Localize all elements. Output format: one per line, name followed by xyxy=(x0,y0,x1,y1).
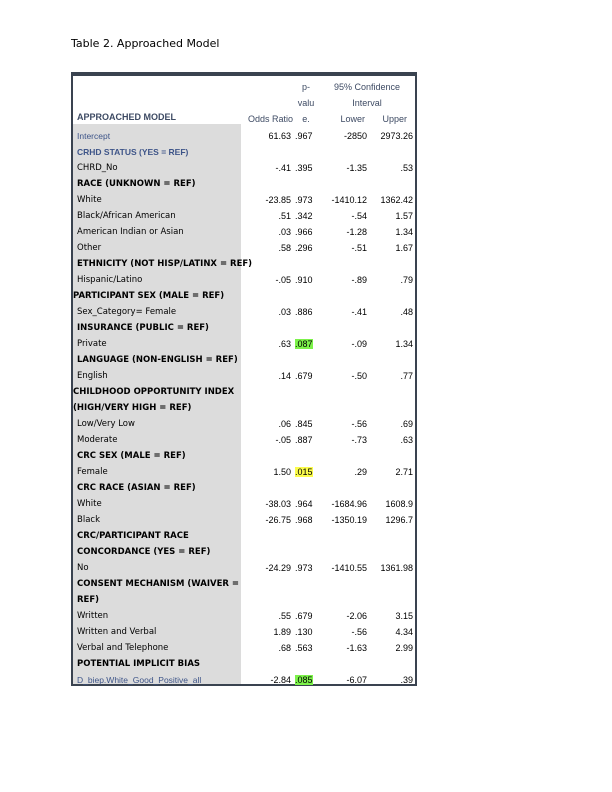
section-header-row xyxy=(73,144,415,160)
section-label: ETHNICITY (NOT HISP/LATINX = REF) xyxy=(77,259,253,269)
header-p-line3: e. xyxy=(302,114,310,124)
ci-upper-cell: .69 xyxy=(400,419,413,429)
table-caption: Table 2. Approached Model xyxy=(71,37,220,50)
odds-ratio-cell: -26.75 xyxy=(265,515,291,525)
row-label: Written and Verbal xyxy=(77,627,157,637)
p-value-cell: .395 xyxy=(295,163,313,173)
section-header-row xyxy=(73,256,415,272)
table-row xyxy=(73,640,415,656)
section-header-row xyxy=(73,544,415,560)
p-value-highlight: .015 xyxy=(295,467,313,477)
odds-ratio-cell: .58 xyxy=(278,243,291,253)
ci-upper-cell: 1.34 xyxy=(395,227,413,237)
odds-ratio-cell: -.05 xyxy=(275,275,291,285)
row-label: Low/Very Low xyxy=(77,419,135,429)
section-label: CONSENT MECHANISM (WAIVER = xyxy=(77,579,240,589)
ci-lower-cell: -1410.12 xyxy=(331,195,367,205)
p-value-cell: .968 xyxy=(295,515,313,525)
odds-ratio-cell: 61.63 xyxy=(268,131,291,141)
row-label: Moderate xyxy=(77,435,118,445)
row-label: Female xyxy=(77,467,108,477)
ci-lower-cell: -.73 xyxy=(351,435,367,445)
row-label: English xyxy=(77,371,108,381)
odds-ratio-cell: -24.29 xyxy=(265,563,291,573)
ci-lower-cell: -.41 xyxy=(351,307,367,317)
section-header-row xyxy=(73,288,415,304)
odds-ratio-cell: 1.50 xyxy=(273,467,291,477)
table-row xyxy=(73,496,415,512)
section-header-row xyxy=(73,592,415,608)
ci-upper-cell: 1.57 xyxy=(395,211,413,221)
table-row xyxy=(73,672,415,688)
ci-lower-cell: -.56 xyxy=(351,419,367,429)
table-row xyxy=(73,560,415,576)
table-row xyxy=(73,512,415,528)
odds-ratio-cell: .51 xyxy=(278,211,291,221)
section-label: LANGUAGE (NON-ENGLISH = REF) xyxy=(77,355,238,365)
p-value-highlight: .085 xyxy=(295,675,313,685)
ci-lower-cell: -.50 xyxy=(351,371,367,381)
p-value-cell: .887 xyxy=(295,435,313,445)
section-header-row xyxy=(73,448,415,464)
regression-table xyxy=(71,72,417,686)
row-label: Hispanic/Latino xyxy=(77,275,143,285)
ci-upper-cell: 1362.42 xyxy=(380,195,413,205)
p-value-cell xyxy=(295,672,317,688)
odds-ratio-cell: .14 xyxy=(278,371,291,381)
section-header-row xyxy=(73,176,415,192)
table-row xyxy=(73,208,415,224)
p-value-cell xyxy=(295,336,317,352)
row-label: D_biep.White_Good_Positive_all xyxy=(77,675,202,685)
ci-upper-cell: 1296.7 xyxy=(385,515,413,525)
table-row xyxy=(73,128,415,144)
table-row xyxy=(73,608,415,624)
ci-upper-cell: 2.99 xyxy=(395,643,413,653)
p-value-cell: .296 xyxy=(295,243,313,253)
p-value-cell xyxy=(295,464,317,480)
section-header-row xyxy=(73,400,415,416)
p-value-highlight: .087 xyxy=(295,339,313,349)
p-value-cell: .910 xyxy=(295,275,313,285)
section-header-row xyxy=(73,576,415,592)
row-label: Black xyxy=(77,515,100,525)
p-value-cell: .845 xyxy=(295,419,313,429)
header-odds-ratio: Odds Ratio xyxy=(247,114,293,124)
ci-upper-cell: .77 xyxy=(400,371,413,381)
section-label: CHILDHOOD OPPORTUNITY INDEX xyxy=(73,387,235,397)
section-label: (HIGH/VERY HIGH = REF) xyxy=(73,403,192,413)
table-top-rule xyxy=(73,74,415,76)
row-label: Sex_Category= Female xyxy=(77,307,177,317)
row-label: Private xyxy=(77,339,107,349)
ci-lower-cell: -1.35 xyxy=(346,163,367,173)
ci-upper-cell: .63 xyxy=(400,435,413,445)
header-upper: Upper xyxy=(382,114,407,124)
row-label: Black/African American xyxy=(77,211,176,221)
table-row xyxy=(73,464,415,480)
section-header-row xyxy=(73,352,415,368)
row-label: CHRD_No xyxy=(77,163,118,173)
p-value-cell: .964 xyxy=(295,499,313,509)
ci-upper-cell: 1.34 xyxy=(395,339,413,349)
p-value-cell: .130 xyxy=(295,627,313,637)
p-value-cell: .973 xyxy=(295,195,313,205)
ci-lower-cell: -.56 xyxy=(351,627,367,637)
table-row xyxy=(73,416,415,432)
ci-lower-cell: -.09 xyxy=(351,339,367,349)
header-p-line2: valu xyxy=(297,98,315,108)
ci-lower-cell: -1350.19 xyxy=(331,515,367,525)
odds-ratio-cell: 1.89 xyxy=(273,627,291,637)
p-value-cell: .342 xyxy=(295,211,313,221)
table-row xyxy=(73,272,415,288)
section-label: INSURANCE (PUBLIC = REF) xyxy=(77,323,209,333)
odds-ratio-cell: -23.85 xyxy=(265,195,291,205)
ci-lower-cell: -1684.96 xyxy=(331,499,367,509)
odds-ratio-cell: .63 xyxy=(278,339,291,349)
table-row xyxy=(73,224,415,240)
table-row xyxy=(73,624,415,640)
ci-upper-cell: .53 xyxy=(400,163,413,173)
ci-lower-cell: -6.07 xyxy=(346,675,367,685)
section-header-row xyxy=(73,656,415,672)
row-label: Written xyxy=(77,611,109,621)
ci-lower-cell: -.54 xyxy=(351,211,367,221)
odds-ratio-cell: .03 xyxy=(278,227,291,237)
ci-upper-cell: .39 xyxy=(400,675,413,685)
section-label: REF) xyxy=(77,595,100,605)
section-label: CRC RACE (ASIAN = REF) xyxy=(77,483,196,493)
row-label: Intercept xyxy=(77,131,111,141)
ci-lower-cell: .29 xyxy=(354,467,367,477)
section-label: RACE (UNKNOWN = REF) xyxy=(77,179,196,189)
odds-ratio-cell: .68 xyxy=(278,643,291,653)
ci-upper-cell: 1.67 xyxy=(395,243,413,253)
table-row xyxy=(73,240,415,256)
odds-ratio-cell: -38.03 xyxy=(265,499,291,509)
row-label: Other xyxy=(77,243,102,253)
ci-lower-cell: -2.06 xyxy=(346,611,367,621)
p-value-cell: .679 xyxy=(295,611,313,621)
p-value-cell: .886 xyxy=(295,307,313,317)
table-row xyxy=(73,160,415,176)
ci-lower-cell: -1.28 xyxy=(346,227,367,237)
header-ci-line1: 95% Confidence xyxy=(333,82,401,92)
header-lower: Lower xyxy=(340,114,365,124)
section-label: PARTICIPANT SEX (MALE = REF) xyxy=(73,291,225,301)
odds-ratio-cell: -2.84 xyxy=(270,675,291,685)
section-header-row xyxy=(73,384,415,400)
header-p-line1: p- xyxy=(301,82,310,92)
table-row xyxy=(73,368,415,384)
odds-ratio-cell: .03 xyxy=(278,307,291,317)
table-row xyxy=(73,192,415,208)
ci-lower-cell: -.89 xyxy=(351,275,367,285)
section-header-row xyxy=(73,320,415,336)
p-value-cell: .967 xyxy=(295,131,313,141)
row-label: American Indian or Asian xyxy=(77,227,184,237)
ci-lower-cell: -1.63 xyxy=(346,643,367,653)
p-value-cell: .973 xyxy=(295,563,313,573)
ci-upper-cell: 1361.98 xyxy=(380,563,413,573)
p-value-cell: .679 xyxy=(295,371,313,381)
section-label: CRC/PARTICIPANT RACE xyxy=(77,531,189,541)
ci-upper-cell: 2.71 xyxy=(395,467,413,477)
ci-upper-cell: .48 xyxy=(400,307,413,317)
ci-upper-cell: 3.15 xyxy=(395,611,413,621)
odds-ratio-cell: -.41 xyxy=(275,163,291,173)
ci-lower-cell: -2850 xyxy=(343,131,367,141)
row-label: White xyxy=(77,195,102,205)
section-label: CONCORDANCE (YES = REF) xyxy=(77,547,211,557)
ci-lower-cell: -.51 xyxy=(351,243,367,253)
section-label: CRHD STATUS (YES = REF) xyxy=(77,147,189,157)
ci-upper-cell: 1608.9 xyxy=(385,499,413,509)
section-header-row xyxy=(73,528,415,544)
ci-lower-cell: -1410.55 xyxy=(331,563,367,573)
header-ci-line2: Interval xyxy=(352,98,382,108)
section-label: CRC SEX (MALE = REF) xyxy=(77,451,186,461)
row-label: No xyxy=(77,563,89,573)
odds-ratio-cell: .06 xyxy=(278,419,291,429)
section-label: POTENTIAL IMPLICIT BIAS xyxy=(77,659,201,669)
odds-ratio-cell: .55 xyxy=(278,611,291,621)
odds-ratio-cell: -.05 xyxy=(275,435,291,445)
p-value-cell: .966 xyxy=(295,227,313,237)
ci-upper-cell: 4.34 xyxy=(395,627,413,637)
ci-upper-cell: 2973.26 xyxy=(380,131,413,141)
section-header-row xyxy=(73,480,415,496)
row-label: White xyxy=(77,499,102,509)
header-model-title: APPROACHED MODEL xyxy=(77,112,177,122)
table-row xyxy=(73,336,415,352)
table-row xyxy=(73,304,415,320)
row-label: Verbal and Telephone xyxy=(77,643,169,653)
ci-upper-cell: .79 xyxy=(400,275,413,285)
table-row xyxy=(73,432,415,448)
p-value-cell: .563 xyxy=(295,643,313,653)
